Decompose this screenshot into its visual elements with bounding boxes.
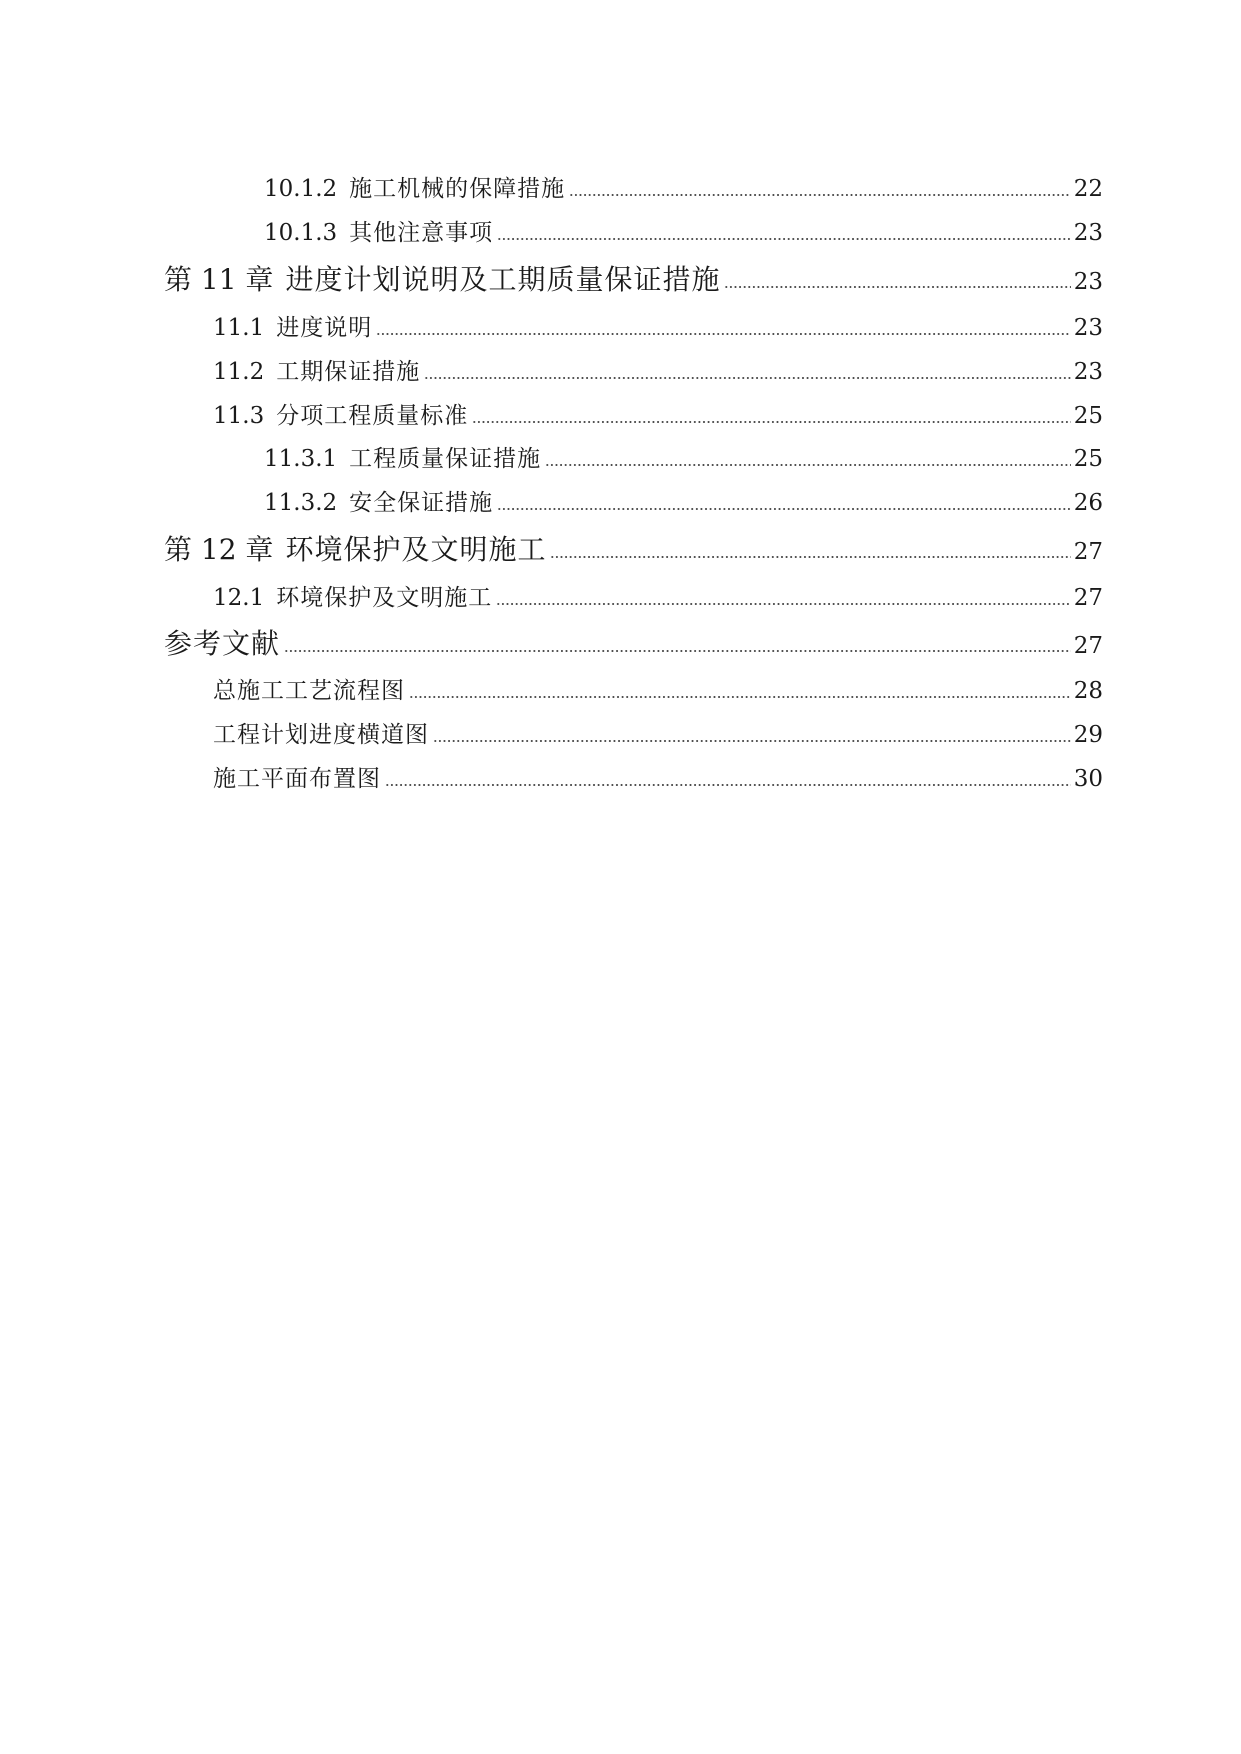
toc-entry-title: 环境保护及文明施工 xyxy=(276,585,493,611)
toc-appendix-entry[interactable] xyxy=(213,680,1103,703)
toc-entry-title: 施工平面布置图 xyxy=(213,766,381,792)
dotted-leader xyxy=(545,464,1071,466)
dotted-leader xyxy=(433,740,1071,742)
toc-entry-number: 11.3 xyxy=(213,403,265,429)
toc-entry-page: 23 xyxy=(1073,269,1103,295)
toc-entry[interactable] xyxy=(264,448,1103,471)
toc-entry-title: 施工机械的保障措施 xyxy=(349,176,566,202)
toc-entry-number: 11.2 xyxy=(213,359,265,385)
toc-entry[interactable] xyxy=(213,361,1103,384)
toc-entry-title: 其他注意事项 xyxy=(349,220,494,246)
dotted-leader xyxy=(409,696,1071,698)
toc-entry[interactable] xyxy=(264,492,1103,515)
toc-entry-page: 30 xyxy=(1073,766,1103,792)
toc-entry-page: 26 xyxy=(1073,490,1103,516)
toc-entry-number: 11.1 xyxy=(213,315,265,341)
dotted-leader xyxy=(724,286,1070,288)
toc-chapter-title: 进度计划说明及工期质量保证措施 xyxy=(285,263,721,296)
toc-entry-page: 23 xyxy=(1073,359,1103,385)
dotted-leader xyxy=(472,421,1071,423)
toc-appendix-entry[interactable] xyxy=(213,768,1103,791)
toc-entry-page: 23 xyxy=(1073,220,1103,246)
toc-chapter-number: 第 11 章 xyxy=(164,263,274,296)
toc-entry-page: 23 xyxy=(1073,315,1103,341)
toc-entry-page: 22 xyxy=(1073,176,1103,202)
toc-entry-number: 12.1 xyxy=(213,585,265,611)
dotted-leader xyxy=(497,508,1071,510)
dotted-leader xyxy=(569,194,1071,196)
toc-entry-title: 工程质量保证措施 xyxy=(349,446,542,472)
toc-entry-number: 10.1.3 xyxy=(264,220,338,246)
toc-entry-title: 工程计划进度横道图 xyxy=(213,722,429,748)
toc-entry-page: 28 xyxy=(1073,678,1103,704)
toc-entry-number: 11.3.1 xyxy=(264,446,338,472)
toc-entry-page: 29 xyxy=(1073,722,1103,748)
toc-references-entry[interactable] xyxy=(164,627,1103,660)
toc-entry[interactable] xyxy=(264,222,1103,245)
toc-chapter-title: 环境保护及文明施工 xyxy=(285,533,547,566)
dotted-leader xyxy=(496,603,1071,605)
toc-entry-page: 27 xyxy=(1073,633,1103,659)
toc-entry-page: 25 xyxy=(1073,446,1103,472)
toc-entry-page: 27 xyxy=(1073,539,1103,565)
dotted-leader xyxy=(284,650,1071,652)
toc-entry-title: 工期保证措施 xyxy=(276,359,421,385)
dotted-leader xyxy=(424,377,1071,379)
toc-entry-title: 总施工工艺流程图 xyxy=(213,678,405,704)
toc-entry-title: 安全保证措施 xyxy=(349,490,494,516)
toc-entry[interactable] xyxy=(213,405,1103,428)
toc-chapter-title: 参考文献 xyxy=(164,627,281,660)
toc-chapter-entry[interactable] xyxy=(164,263,1103,296)
toc-entry[interactable] xyxy=(213,317,1103,340)
dotted-leader xyxy=(550,556,1070,558)
toc-chapter-entry[interactable] xyxy=(164,533,1103,566)
toc-entry[interactable] xyxy=(264,178,1103,201)
toc-entry-page: 27 xyxy=(1073,585,1103,611)
dotted-leader xyxy=(376,333,1071,335)
toc-entry-title: 进度说明 xyxy=(276,315,373,341)
toc-appendix-entry[interactable] xyxy=(213,724,1103,747)
toc-entry[interactable] xyxy=(213,587,1103,610)
dotted-leader xyxy=(385,784,1071,786)
toc-entry-page: 25 xyxy=(1073,403,1103,429)
toc-chapter-number: 第 12 章 xyxy=(164,533,274,566)
toc-entry-number: 11.3.2 xyxy=(264,490,338,516)
dotted-leader xyxy=(497,238,1071,240)
toc-entry-number: 10.1.2 xyxy=(264,176,338,202)
toc-entry-title: 分项工程质量标准 xyxy=(276,403,469,429)
